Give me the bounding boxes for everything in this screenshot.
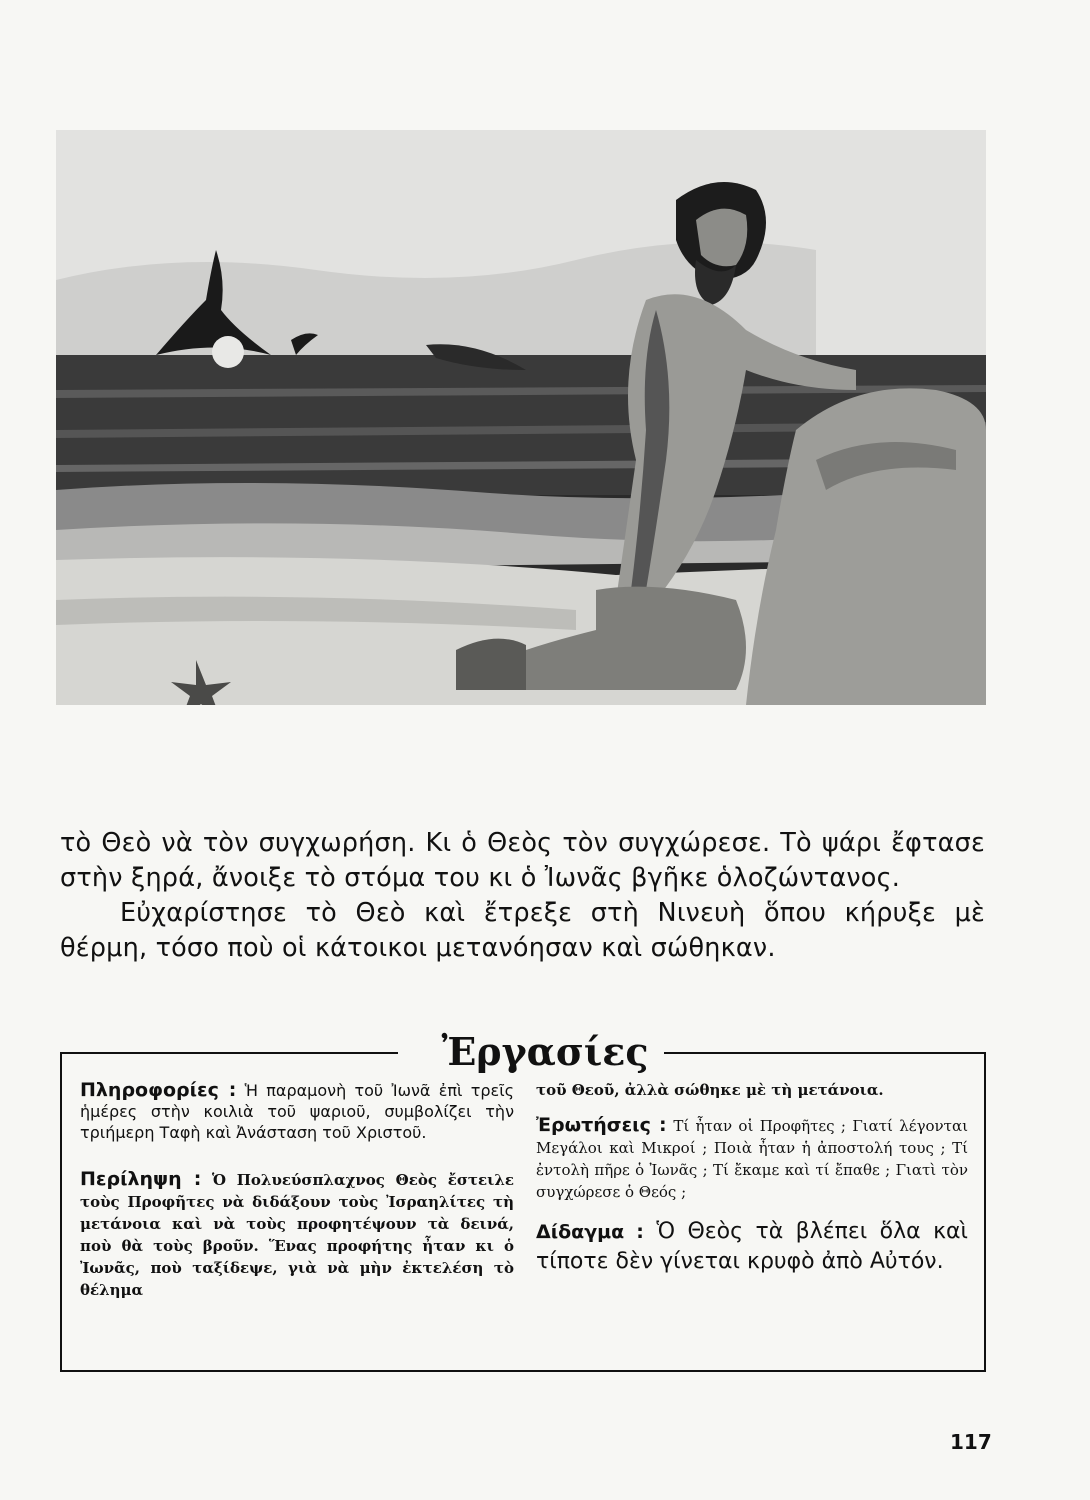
questions-block xyxy=(536,1115,968,1203)
lesson-block xyxy=(536,1217,968,1276)
summary-text: Ὁ Πολυεύσπλαχνος Θεὸς ἔστειλε τοὺς Προφῆτες νὰ διδάξουν τοὺς Ἰσραηλίτες τὴ μετάνοια καὶ νὰ τοὺς προφητέψουν τὰ δεινά, ποὺ θὰ τοὺς βροῦν. Ἕνας προφήτης ἦταν κι ὁ Ἰωνᾶς, ποὺ ταξίδεψε, γιὰ νὰ μὴν ἐκτελέση τὸ θέλημα xyxy=(80,1171,514,1299)
page-number: 117 xyxy=(950,1430,992,1454)
lesson-label: Δίδαγμα : xyxy=(536,1221,644,1243)
narrative-paragraph-1: τὸ Θεὸ νὰ τὸν συγχωρήση. Κι ὁ Θεὸς τὸν συγχώρεσε. Τὸ ψάρι ἔφτασε στὴν ξηρά, ἄνοιξε τὸ στόμα του κι ὁ Ἰωνᾶς βγῆκε ὁλοζώντανος. xyxy=(60,828,985,893)
info-text: Ἡ παραμονὴ τοῦ Ἰωνᾶ ἐπὶ τρεῖς ἡμέρες στὴν κοιλιὰ τοῦ ψαριοῦ, συμβολίζει τὴν τριήμερη Ταφὴ καὶ Ἀνάσταση τοῦ Χριστοῦ. xyxy=(80,1081,514,1142)
tasks-column-right xyxy=(536,1080,968,1290)
illustration-drawing xyxy=(56,130,986,705)
summary-block xyxy=(80,1169,514,1301)
illustration-jonah-on-shore xyxy=(56,130,986,705)
tasks-column-left xyxy=(80,1080,514,1315)
lesson-text: Ὁ Θεὸς τὰ βλέπει ὅλα καὶ τίποτε δὲν γίνεται κρυφὸ ἀπὸ Αὐτόν. xyxy=(536,1219,968,1274)
summary-continuation: τοῦ Θεοῦ, ἀλλὰ σώθηκε μὲ τὴ μετάνοια. xyxy=(536,1081,884,1099)
narrative-paragraph-2: Εὐχαρίστησε τὸ Θεὸ καὶ ἔτρεξε στὴ Νινευὴ ὅπου κήρυξε μὲ θέρμη, τόσο ποὺ οἱ κάτοικοι μετανόησαν καὶ σώθηκαν. xyxy=(60,898,985,963)
narrative-text xyxy=(60,826,985,966)
questions-label: Ἐρωτήσεις : xyxy=(536,1114,667,1136)
info-block xyxy=(80,1080,514,1143)
info-label: Πληροφορίες : xyxy=(80,1079,237,1101)
tasks-title: Ἐργασίες xyxy=(441,1029,649,1074)
questions-text: Τί ἦταν οἱ Προφῆτες ; Γιατί λέγονται Μεγάλοι καὶ Μικροί ; Ποιὰ ἦταν ἡ ἀποστολή τους ; Τί ἐντολὴ πῆρε ὁ Ἰωνᾶς ; Τί ἔκαμε καὶ τί ἔπαθε ; Γιατὶ τὸν συγχώρεσε ὁ Θεός ; xyxy=(536,1117,968,1201)
summary-label: Περίληψη : xyxy=(80,1168,202,1190)
